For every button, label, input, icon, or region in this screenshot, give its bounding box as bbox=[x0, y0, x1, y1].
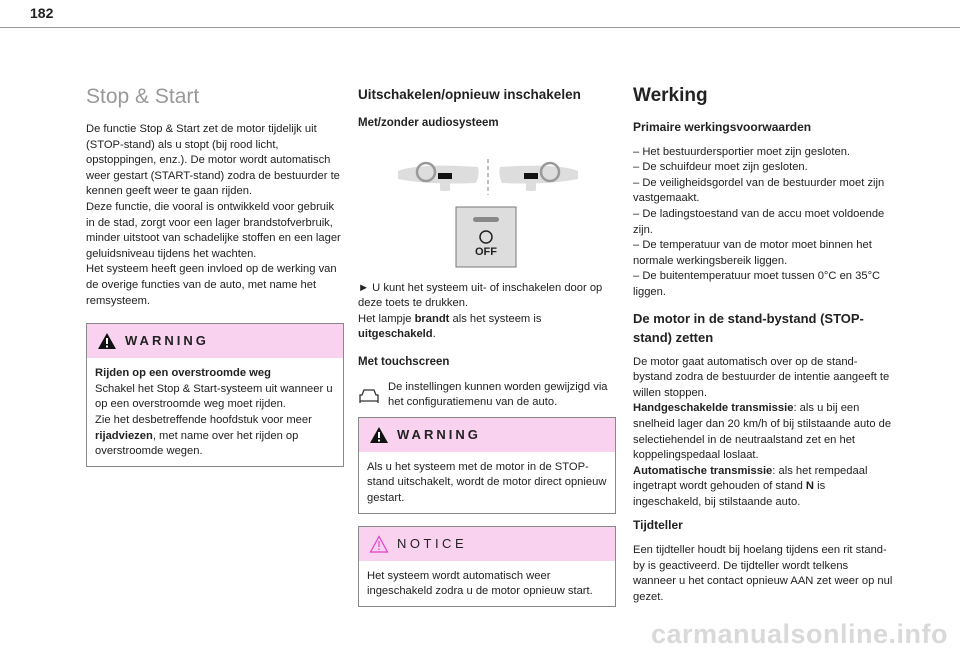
watermark: carmanualsonline.info bbox=[650, 619, 948, 649]
lhd-dashboard-icon bbox=[398, 163, 479, 191]
warning-box bbox=[86, 323, 344, 467]
condition-item: – De buitentemperatuur moet tussen 0°C en 35°C liggen. bbox=[633, 270, 881, 298]
notice-box bbox=[358, 526, 616, 607]
page-number: 182 bbox=[30, 5, 54, 21]
text: : als het rempedaal ingetrapt wordt gehouden of stand bbox=[633, 464, 868, 493]
warning-icon bbox=[97, 332, 117, 350]
bold-text: Automatische transmissie bbox=[633, 464, 773, 477]
warning-text: Zie het desbetreffende hoofdstuk voor meer bbox=[95, 413, 312, 426]
section-title: Stop & Start bbox=[86, 85, 200, 108]
condition-item: – De schuifdeur moet zijn gesloten. bbox=[633, 161, 808, 174]
warning-label: WARNING bbox=[397, 426, 481, 442]
intro-text bbox=[86, 122, 344, 309]
lamp-text bbox=[358, 312, 616, 343]
subheading: Met touchscreen bbox=[358, 355, 450, 368]
paragraph: Het systeem heeft geen invloed op de werking van de overige functies van de auto, met name het remsysteem. bbox=[86, 263, 337, 307]
header-divider bbox=[0, 27, 960, 28]
stop-start-off-button[interactable]: OFF bbox=[475, 245, 497, 258]
column-operation bbox=[633, 80, 893, 613]
warning-label: WARNING bbox=[125, 333, 209, 349]
section-title: Werking bbox=[633, 85, 708, 106]
warning-text: , met name over het rijden op overstroomde wegen. bbox=[95, 429, 299, 458]
conditions-list bbox=[633, 145, 893, 301]
text: . bbox=[432, 328, 436, 341]
text: is ingeschakeld, bij stilstaande auto. bbox=[633, 480, 826, 508]
column-stop-start bbox=[86, 80, 344, 477]
warning-heading: Rijden op een overstroomde weg bbox=[95, 367, 271, 380]
text: Het lampje bbox=[358, 312, 415, 325]
bold-text: Handgeschakelde transmissie bbox=[633, 402, 794, 415]
timer-text: Een tijdteller houdt bij hoelang tijdens een rit stand-by is geactiveerd. De tijdteller wordt telkens wanneer u het contact opnieuw AAN zet weer op nul gezet. bbox=[633, 544, 893, 603]
warning-text: Als u het systeem met de motor in de STOP-stand uitschakelt, wordt de motor direct opnieuw gestart. bbox=[367, 460, 607, 504]
condition-item: – De temperatuur van de motor moet binnen het normale werkingsbereik liggen. bbox=[633, 239, 872, 267]
warning-box bbox=[358, 417, 616, 514]
notice-icon bbox=[369, 535, 389, 553]
notice-label: NOTICE bbox=[397, 535, 468, 551]
touchscreen-note bbox=[358, 380, 616, 411]
section-title: Uitschakelen/opnieuw inschakelen bbox=[358, 87, 581, 102]
warning-header bbox=[359, 418, 615, 452]
condition-item: – De ladingstoestand van de accu moet voldoende zijn. bbox=[633, 207, 885, 236]
stop-mode-text bbox=[633, 355, 893, 511]
column-switch bbox=[358, 80, 616, 617]
rhd-dashboard-icon bbox=[499, 163, 578, 191]
notice-text: Het systeem wordt automatisch weer ingeschakeld zodra u de motor opnieuw start. bbox=[367, 569, 593, 598]
bold-text: brandt bbox=[414, 312, 450, 325]
warning-icon bbox=[369, 426, 389, 444]
warning-header bbox=[87, 324, 343, 358]
warning-text: Schakel het Stop & Start-systeem uit wanneer u op een overstroomde weg moet rijden. bbox=[95, 382, 333, 411]
subheading: Met/zonder audiosysteem bbox=[358, 117, 499, 129]
warning-bold: rijadviezen bbox=[95, 429, 153, 442]
notice-header bbox=[359, 527, 615, 561]
text: : als u bij een snelheid lager dan 20 km/h of bij stilstaande auto de selectiehendel in de neutraalstand zet en het koppelingspedaal loslaat. bbox=[633, 402, 892, 462]
subheading: De motor in de stand-bystand (STOP-stand) zetten bbox=[633, 310, 864, 345]
paragraph: Deze functie, die vooral is ontwikkeld voor gebruik in de stad, zorgt voor een lager brandstofverbruik, minder uitstoot van schadelijke stoffen en een lager geluidsniveau tijdens het wachten. bbox=[86, 200, 341, 260]
subheading: Tijdteller bbox=[633, 518, 683, 533]
car-settings-icon bbox=[358, 388, 380, 404]
intro-paragraph: De functie Stop & Start zet de motor tijdelijk uit (STOP-stand) als u stopt (bij rood licht, opstoppingen, enz.). De motor wordt automatisch weer gestart (START-stand) zodra de bestuurder te kennen geeft weer te gaan rijden. bbox=[86, 123, 340, 198]
text: De motor gaat automatisch over op de stand-bystand zodra de bestuurder de intentie aangeeft te willen stoppen. bbox=[633, 355, 890, 399]
touchscreen-text: De instellingen kunnen worden gewijzigd via het configuratiemenu van de auto. bbox=[388, 380, 608, 409]
bold-text: uitgeschakeld bbox=[358, 328, 433, 341]
bold-text: N bbox=[805, 480, 815, 493]
condition-item: – Het bestuurdersportier moet zijn gesloten. bbox=[633, 145, 851, 158]
condition-item: – De veiligheidsgordel van de bestuurder moet zijn vastgemaakt. bbox=[633, 176, 885, 205]
subheading: Primaire werkingsvoorwaarden bbox=[633, 120, 812, 134]
dashboard-figure bbox=[358, 141, 616, 281]
text: als het systeem is bbox=[449, 312, 542, 325]
step-text: ► U kunt het systeem uit- of inschakelen door op deze toets te drukken. bbox=[358, 281, 603, 310]
warning-body bbox=[87, 358, 343, 466]
